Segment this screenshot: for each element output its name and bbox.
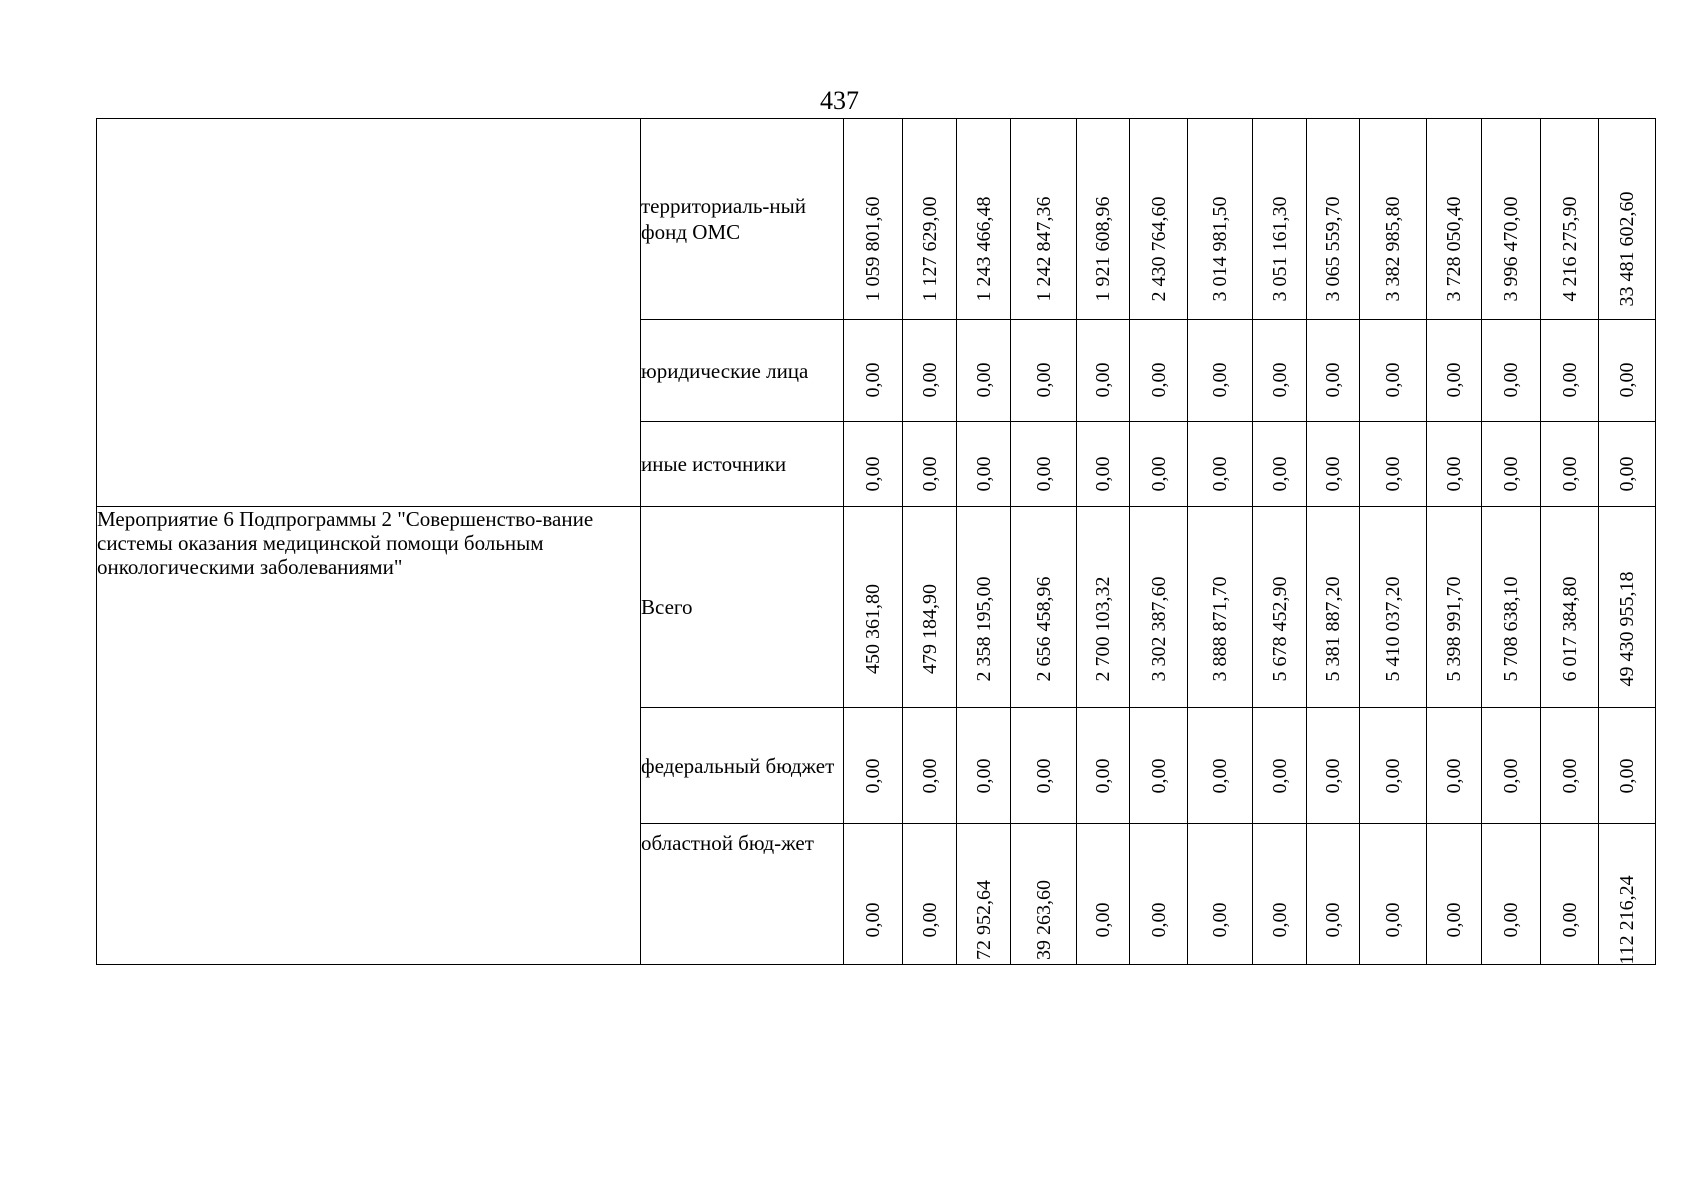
value-text: 450 361,80	[862, 584, 884, 674]
value-text: 0,00	[1032, 362, 1055, 398]
value-cell	[1541, 507, 1599, 708]
value-text: 5 398 991,70	[1443, 576, 1465, 682]
value-text: 0,00	[1092, 758, 1114, 794]
value-text: 5 678 452,90	[1268, 576, 1291, 682]
value-cell	[1482, 507, 1541, 708]
value-cell	[1077, 320, 1130, 422]
value-text: 3 014 981,50	[1209, 196, 1231, 302]
value-text: 0,00	[972, 362, 995, 398]
value-cell	[1188, 507, 1253, 708]
value-text: 0,00	[1382, 456, 1404, 492]
value-cell	[1077, 119, 1130, 320]
value-cell	[1188, 119, 1253, 320]
value-text: 5 410 037,20	[1382, 576, 1404, 682]
value-cell	[903, 824, 957, 965]
value-cell	[1011, 422, 1077, 507]
source-cell: Всего	[641, 507, 844, 708]
value-cell	[844, 320, 903, 422]
table-row	[97, 507, 1656, 708]
value-text: 3 051 161,30	[1268, 196, 1291, 302]
measure-cell: Мероприятие 6 Подпрограммы 2 "Совершенство-вание системы оказания медицинской помощи больным онкологическими заболеваниями"	[97, 507, 641, 965]
value-cell	[844, 119, 903, 320]
value-text: 0,00	[862, 758, 884, 794]
value-text: 0,00	[972, 456, 995, 492]
value-cell	[1077, 708, 1130, 824]
value-text: 0,00	[1092, 362, 1114, 398]
value-cell	[844, 708, 903, 824]
source-cell: областной бюд-жет	[641, 824, 844, 965]
value-cell	[844, 824, 903, 965]
value-cell	[957, 708, 1011, 824]
value-cell	[903, 708, 957, 824]
value-cell	[1307, 320, 1360, 422]
value-text: 33 481 602,60	[1616, 191, 1638, 307]
value-cell	[1482, 824, 1541, 965]
value-cell	[1360, 320, 1427, 422]
value-cell	[1307, 708, 1360, 824]
value-text: 6 017 384,80	[1558, 576, 1581, 682]
value-text: 0,00	[1322, 902, 1344, 938]
value-text: 0,00	[862, 456, 884, 492]
value-cell	[1482, 119, 1541, 320]
source-cell: иные источники	[641, 422, 844, 507]
value-text: 0,00	[1322, 758, 1344, 794]
value-text: 49 430 955,18	[1616, 571, 1638, 687]
source-cell: территориаль-ный фонд ОМС	[641, 119, 844, 320]
value-cell	[1599, 708, 1656, 824]
value-cell	[903, 507, 957, 708]
value-cell	[1307, 824, 1360, 965]
value-text: 0,00	[1147, 456, 1170, 492]
value-cell	[1130, 708, 1188, 824]
value-text: 0,00	[1382, 758, 1404, 794]
value-cell	[957, 320, 1011, 422]
value-cell	[1307, 119, 1360, 320]
value-text: 0,00	[1616, 362, 1638, 398]
value-text: 0,00	[918, 758, 941, 794]
value-text: 0,00	[918, 362, 941, 398]
value-text: 3 382 985,80	[1382, 196, 1404, 302]
value-cell	[1427, 824, 1482, 965]
value-cell	[1253, 824, 1307, 965]
value-text: 0,00	[1443, 758, 1465, 794]
value-text: 72 952,64	[972, 880, 995, 960]
value-cell	[1253, 320, 1307, 422]
value-text: 3 728 050,40	[1443, 196, 1465, 302]
value-cell	[1427, 708, 1482, 824]
value-text: 0,00	[862, 902, 884, 938]
value-cell	[1541, 119, 1599, 320]
value-cell	[844, 422, 903, 507]
value-text: 3 302 387,60	[1147, 576, 1170, 682]
value-cell	[1307, 507, 1360, 708]
value-cell	[1188, 422, 1253, 507]
value-text: 0,00	[1500, 456, 1522, 492]
value-text: 0,00	[1382, 362, 1404, 398]
value-text: 0,00	[1558, 902, 1581, 938]
measure-cell-top	[97, 119, 641, 507]
value-cell	[1253, 708, 1307, 824]
value-text: 1 921 608,96	[1092, 196, 1114, 302]
value-text: 0,00	[1209, 362, 1231, 398]
value-cell	[1427, 119, 1482, 320]
value-text: 0,00	[918, 902, 941, 938]
value-cell	[1188, 708, 1253, 824]
value-text: 0,00	[1616, 456, 1638, 492]
value-text: 0,00	[1268, 456, 1291, 492]
value-cell	[1188, 824, 1253, 965]
value-cell	[1253, 507, 1307, 708]
value-text: 0,00	[1209, 902, 1231, 938]
value-cell	[1130, 824, 1188, 965]
value-cell	[1011, 119, 1077, 320]
value-cell	[1130, 422, 1188, 507]
value-text: 3 996 470,00	[1500, 196, 1522, 302]
value-cell	[1077, 422, 1130, 507]
value-cell	[1360, 422, 1427, 507]
value-cell	[1541, 824, 1599, 965]
value-text: 1 242 847,36	[1032, 196, 1055, 302]
value-text: 0,00	[1616, 758, 1638, 794]
value-cell	[1599, 320, 1656, 422]
value-text: 0,00	[918, 456, 941, 492]
value-text: 0,00	[1147, 362, 1170, 398]
value-text: 0,00	[1558, 758, 1581, 794]
value-cell	[957, 422, 1011, 507]
value-cell	[957, 507, 1011, 708]
value-cell	[844, 507, 903, 708]
value-cell	[1541, 320, 1599, 422]
source-cell: федеральный бюджет	[641, 708, 844, 824]
value-cell	[903, 119, 957, 320]
value-cell	[1011, 708, 1077, 824]
value-cell	[1482, 320, 1541, 422]
value-text: 0,00	[1268, 902, 1291, 938]
value-cell	[1253, 119, 1307, 320]
funding-table	[96, 118, 1656, 965]
value-text: 3 888 871,70	[1209, 576, 1231, 682]
value-text: 0,00	[1322, 456, 1344, 492]
table-row	[97, 119, 1656, 320]
value-text: 2 656 458,96	[1032, 576, 1055, 682]
value-text: 3 065 559,70	[1322, 196, 1344, 302]
value-cell	[1011, 824, 1077, 965]
value-cell	[957, 119, 1011, 320]
value-text: 39 263,60	[1032, 880, 1055, 960]
value-text: 479 184,90	[918, 584, 941, 674]
value-text: 112 216,24	[1616, 875, 1638, 965]
value-text: 1 243 466,48	[972, 196, 995, 302]
value-cell	[1599, 119, 1656, 320]
value-cell	[903, 422, 957, 507]
value-text: 0,00	[1268, 758, 1291, 794]
value-cell	[1077, 507, 1130, 708]
value-text: 0,00	[1500, 902, 1522, 938]
value-text: 0,00	[1500, 758, 1522, 794]
value-text: 1 127 629,00	[918, 196, 941, 302]
value-cell	[1011, 320, 1077, 422]
value-cell	[1077, 824, 1130, 965]
value-cell	[1011, 507, 1077, 708]
value-text: 2 358 195,00	[972, 576, 995, 682]
value-text: 0,00	[1558, 362, 1581, 398]
value-cell	[1360, 507, 1427, 708]
value-text: 1 059 801,60	[862, 196, 884, 302]
value-text: 0,00	[1032, 758, 1055, 794]
value-text: 4 216 275,90	[1558, 196, 1581, 302]
value-cell	[1482, 422, 1541, 507]
value-cell	[1360, 708, 1427, 824]
value-cell	[1599, 824, 1656, 965]
value-cell	[1360, 119, 1427, 320]
value-text: 0,00	[1147, 758, 1170, 794]
value-text: 0,00	[1209, 758, 1231, 794]
page-number: 437	[820, 86, 859, 115]
value-text: 0,00	[1443, 456, 1465, 492]
value-text: 0,00	[1092, 456, 1114, 492]
value-text: 0,00	[1209, 456, 1231, 492]
value-text: 0,00	[1500, 362, 1522, 398]
value-text: 5 708 638,10	[1500, 576, 1522, 682]
value-cell	[1253, 422, 1307, 507]
value-text: 0,00	[862, 362, 884, 398]
value-text: 0,00	[1032, 456, 1055, 492]
value-cell	[1541, 422, 1599, 507]
value-cell	[1360, 824, 1427, 965]
value-text: 0,00	[972, 758, 995, 794]
value-cell	[1599, 507, 1656, 708]
value-cell	[1482, 708, 1541, 824]
source-cell: юридические лица	[641, 320, 844, 422]
value-cell	[1427, 422, 1482, 507]
value-cell	[1427, 320, 1482, 422]
value-text: 0,00	[1443, 362, 1465, 398]
value-cell	[1541, 708, 1599, 824]
value-cell	[1130, 507, 1188, 708]
value-text: 0,00	[1443, 902, 1465, 938]
value-text: 0,00	[1268, 362, 1291, 398]
value-text: 0,00	[1147, 902, 1170, 938]
value-text: 2 700 103,32	[1092, 576, 1114, 682]
value-text: 2 430 764,60	[1147, 196, 1170, 302]
value-text: 0,00	[1322, 362, 1344, 398]
value-cell	[1307, 422, 1360, 507]
value-cell	[1599, 422, 1656, 507]
value-cell	[903, 320, 957, 422]
value-text: 0,00	[1092, 902, 1114, 938]
value-text: 5 381 887,20	[1322, 576, 1344, 682]
value-cell	[1427, 507, 1482, 708]
value-text: 0,00	[1382, 902, 1404, 938]
value-cell	[957, 824, 1011, 965]
value-text: 0,00	[1558, 456, 1581, 492]
value-cell	[1188, 320, 1253, 422]
value-cell	[1130, 320, 1188, 422]
value-cell	[1130, 119, 1188, 320]
